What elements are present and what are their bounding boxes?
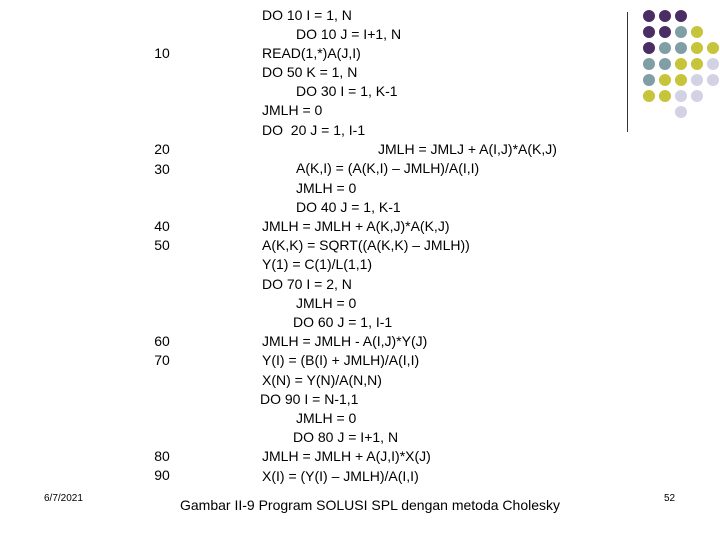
dot (675, 26, 687, 38)
dot (643, 74, 655, 86)
page-number: 52 (664, 493, 676, 504)
code-line: JMLH = 0 (296, 410, 357, 426)
code-line: JMLH = 0 (262, 102, 323, 118)
code-line: JMLH = JMLH - A(I,J)*Y(J) (262, 333, 428, 349)
code-line: DO 90 I = N-1,1 (260, 391, 359, 407)
dot (659, 26, 671, 38)
code-line: DO 50 K = 1, N (262, 64, 358, 80)
dot (659, 74, 671, 86)
dot (643, 10, 655, 22)
dot (675, 58, 687, 70)
code-line: X(N) = Y(N)/A(N,N) (262, 372, 382, 388)
label-70: 70 (154, 352, 170, 368)
dot (691, 42, 703, 54)
label-30: 30 (154, 161, 170, 177)
dot (643, 42, 655, 54)
code-line: A(K,K) = SQRT((A(K,K) – JMLH)) (262, 237, 470, 253)
dot (675, 106, 687, 118)
label-60: 60 (154, 333, 170, 349)
code-line: JMLH = 0 (296, 295, 357, 311)
dot (659, 90, 671, 102)
dot (691, 26, 703, 38)
label-80: 80 (154, 448, 170, 464)
code-line: DO 30 I = 1, K-1 (296, 83, 398, 99)
dot (675, 10, 687, 22)
code-line: JMLH = JMLH + A(K,J)*A(K,J) (262, 218, 450, 234)
label-20: 20 (154, 141, 170, 157)
dot (675, 90, 687, 102)
code-line: DO 70 I = 2, N (262, 276, 352, 292)
dot (707, 42, 719, 54)
code-line: DO 10 I = 1, N (262, 7, 352, 23)
code-line: DO 20 J = 1, I-1 (262, 122, 366, 138)
dot (675, 74, 687, 86)
code-line: JMLH = 0 (296, 180, 357, 196)
code-line: A(K,I) = (A(K,I) – JMLH)/A(I,I) (296, 160, 480, 176)
figure-caption: Gambar II-9 Program SOLUSI SPL dengan metoda Cholesky (180, 497, 560, 513)
label-10: 10 (154, 45, 170, 61)
code-line: Y(I) = (B(I) + JMLH)/A(I,I) (262, 352, 420, 368)
dot (691, 74, 703, 86)
code-line: Y(1) = C(1)/L(1,1) (262, 256, 373, 272)
dot (659, 58, 671, 70)
dot (707, 58, 719, 70)
decorative-dot-grid (640, 10, 720, 120)
label-90: 90 (154, 467, 170, 483)
dot (659, 10, 671, 22)
dot (691, 90, 703, 102)
dot (659, 42, 671, 54)
code-line: X(I) = (Y(I) – JMLH)/A(I,I) (262, 468, 419, 484)
code-line: JMLH = JMLJ + A(I,J)*A(K,J) (378, 141, 557, 157)
code-line: DO 10 J = I+1, N (296, 26, 402, 42)
dot (643, 26, 655, 38)
dot (691, 58, 703, 70)
code-line: DO 40 J = 1, K-1 (296, 199, 401, 215)
code-line: JMLH = JMLH + A(J,I)*X(J) (262, 448, 431, 464)
label-40: 40 (154, 218, 170, 234)
dot (675, 42, 687, 54)
slide-date: 6/7/2021 (44, 493, 83, 504)
dot (707, 74, 719, 86)
dot (643, 90, 655, 102)
code-line: DO 80 J = I+1, N (293, 429, 399, 445)
divider-line (627, 12, 628, 132)
label-50: 50 (154, 237, 170, 253)
code-line: READ(1,*)A(J,I) (262, 45, 361, 61)
dot (643, 58, 655, 70)
code-line: DO 60 J = 1, I-1 (293, 314, 393, 330)
